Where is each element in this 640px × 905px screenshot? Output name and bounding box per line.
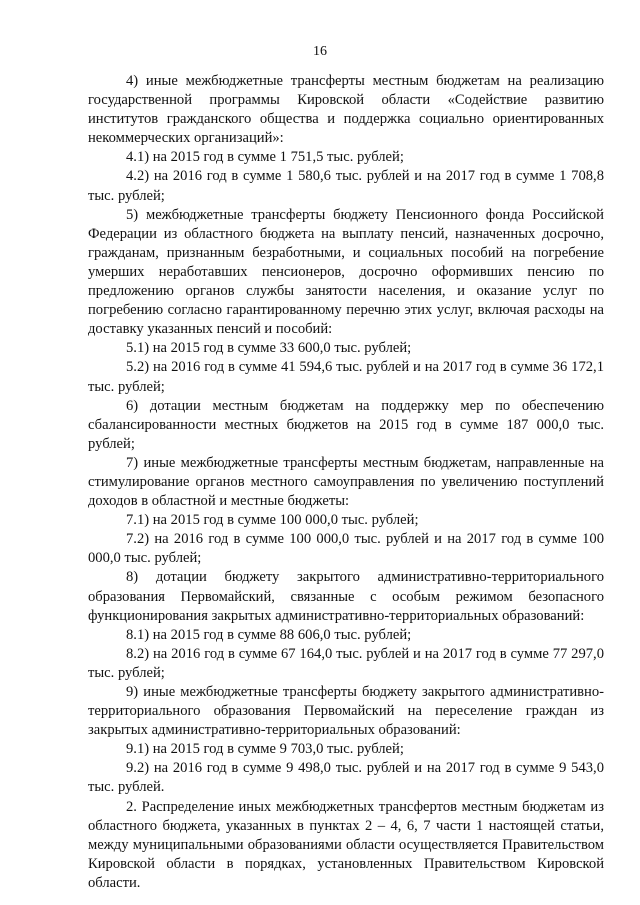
paragraph-item-7-2: 7.2) на 2016 год в сумме 100 000,0 тыс. рублей и на 2017 год в сумме 100 000,0 тыс. рублей; [88,531,604,567]
paragraph-item-8-2: 8.2) на 2016 год в сумме 67 164,0 тыс. рублей и на 2017 год в сумме 77 297,0 тыс. рублей; [88,645,604,681]
paragraph-item-9-1: 9.1) на 2015 год в сумме 9 703,0 тыс. рублей; [126,741,404,758]
paragraph-item-4: 4) иные межбюджетные трансферты местным бюджетам на реализацию государственной программы Кировской области «Содействие развитию институтов гражданского общества и поддержка социально ориентированных некоммерческих организаций»: [88,73,604,147]
page-number: 16 [313,44,327,59]
paragraph-item-8-1: 8.1) на 2015 год в сумме 88 606,0 тыс. рублей; [126,626,412,643]
paragraph-item-5-1: 5.1) на 2015 год в сумме 33 600,0 тыс. рублей; [126,340,412,357]
paragraph-item-9: 9) иные межбюджетные трансферты бюджету закрытого административно-территориального образования Первомайский на переселение граждан из закрытых административно-территориальных образований: [88,684,604,739]
paragraph-item-4-1: 4.1) на 2015 год в сумме 1 751,5 тыс. рублей; [126,149,404,166]
paragraph-item-7-1: 7.1) на 2015 год в сумме 100 000,0 тыс. рублей; [126,512,419,529]
paragraph-part-2: 2. Распределение иных межбюджетных трансфертов местным бюджетам из областного бюджета, указанных в пунктах 2 – 4, 6, 7 части 1 настоящей статьи, между муниципальными образованиями области осуществляется Правительством Кировской области в порядках, установленных Правительством Кировской области. [88,798,604,891]
paragraph-item-5: 5) межбюджетные трансферты бюджету Пенсионного фонда Российской Федерации из областного бюджета на выплату пенсий, назначенных досрочно, гражданам, признанным безработными, и социальных пособий на погребение умерших неработавших пенсионеров, досрочно оформивших пенсию по предложению органов службы занятости населения, и оказание услуг по погребению согласно гарантированному перечню этих услуг, включая расходы на доставку указанных пенсий и пособий: [88,206,604,338]
paragraph-item-6: 6) дотации местным бюджетам на поддержку мер по обеспечению сбалансированности местных бюджетов на 2015 год в сумме 187 000,0 тыс. рублей; [88,397,604,452]
paragraph-item-7: 7) иные межбюджетные трансферты местным бюджетам, направленные на стимулирование органов местного самоуправления по увеличению поступлений доходов в областной и местные бюджеты: [88,454,604,510]
document-body [88,72,604,893]
paragraph-item-4-2: 4.2) на 2016 год в сумме 1 580,6 тыс. рублей и на 2017 год в сумме 1 708,8 тыс. рублей; [88,168,604,204]
paragraph-item-9-2: 9.2) на 2016 год в сумме 9 498,0 тыс. рублей и на 2017 год в сумме 9 543,0 тыс. рублей. [88,760,604,796]
paragraph-item-8: 8) дотации бюджету закрытого административно-территориального образования Первомайский, связанные с особым режимом безопасного функционирования закрытых административно-территориальных образований: [88,569,604,624]
paragraph-item-5-2: 5.2) на 2016 год в сумме 41 594,6 тыс. рублей и на 2017 год в сумме 36 172,1 тыс. рублей; [88,359,604,395]
